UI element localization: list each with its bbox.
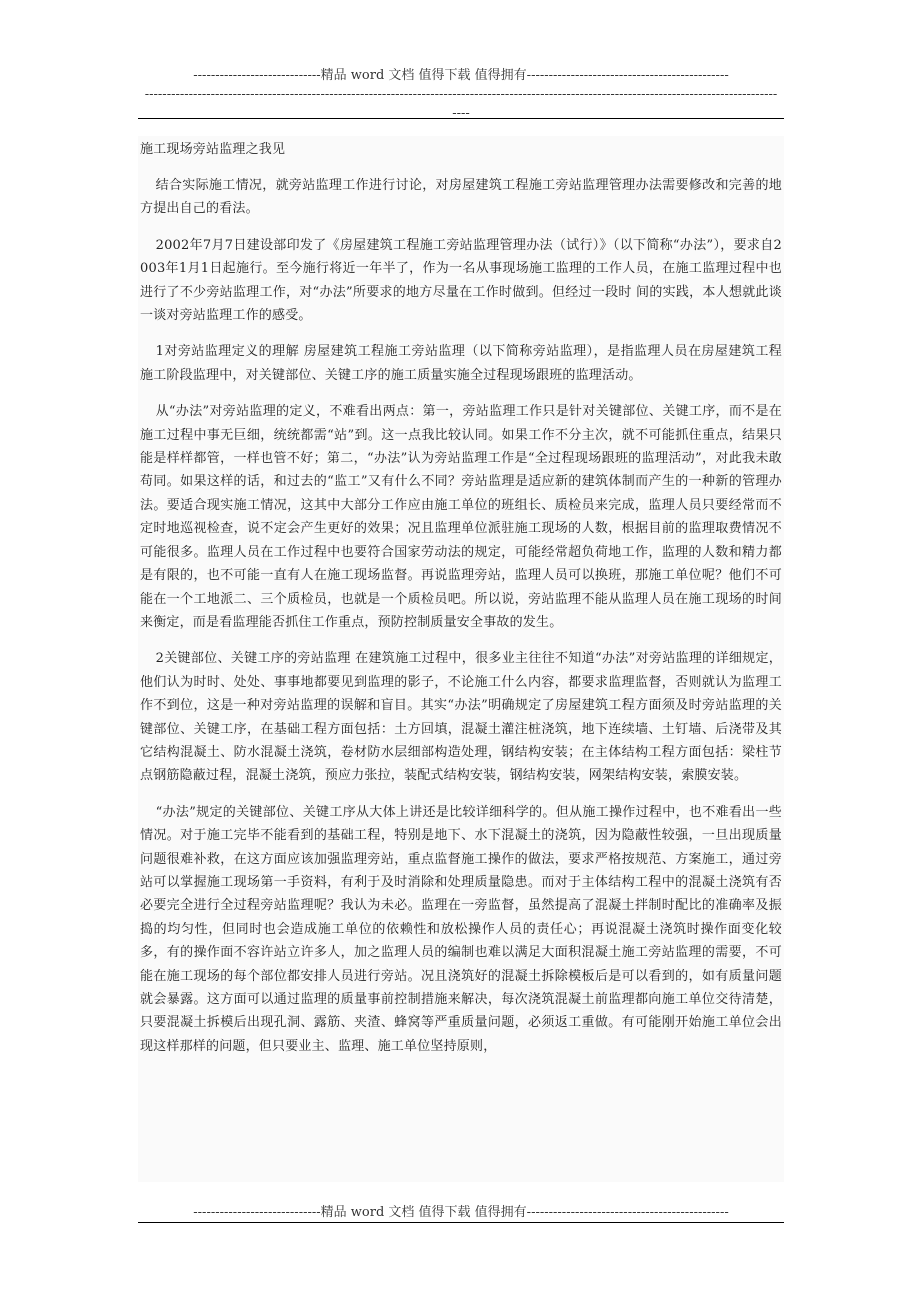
header-line-3: ---- — [452, 106, 470, 121]
paragraph-key-parts-analysis: “办法”规定的关键部位、关键工序从大体上讲还是比较详细科学的。但从施工操作过程中，也不难看出一些情况。对于施工完毕不能看到的基础工程，特别是地下、水下混凝土的浇筑，因为隐蔽性较强，一旦出现质量问题很难补救，在这方面应该加强监理旁站，重点监督施工操作的做法，要求严格按规范、方案施工，通过旁站可以掌握施工现场第一手资料，有利于及时消除和处理质量隐患。而对于主体结构工程中的混凝土浇筑有否必要完全进行全过程旁站监理呢？我认为未必。监理在一旁监督，虽然提高了混凝土拌制时配比的准确率及振捣的均匀性，但同时也会造成施工单位的依赖性和放松操作人员的责任心；再说混凝土浇筑时操作面变化较多，有的操作面不容许站立许多人，加之监理人员的编制也难以满足大面积混凝土施工旁站监理的需要，不可能在施工现场的每个部位都安排人员进行旁站。况且浇筑好的混凝土拆除模板后是可以看到的，如有质量问题就会暴露。这方面可以通过监理的质量事前控制措施来解决，每次浇筑混凝土前监理都向施工单位交待清楚，只要混凝土拆模后出现孔洞、露筋、夹渣、蜂窝等严重质量问题，必须返工重做。有可能刚开始施工单位会出现这样那样的问题，但只要业主、监理、施工单位坚持原则， — [140, 804, 782, 1054]
document-body — [138, 136, 784, 1182]
footer-divider — [138, 1222, 784, 1223]
paragraph-definition-analysis: 从“办法”对旁站监理的定义，不难看出两点：第一，旁站监理工作只是针对关键部位、关键工序，而不是在施工过程中事无巨细，统统都需“站”到。这一点我比较认同。如果工作不分主次，就不可能抓住重点，结果只能是样样都管，一样也管不好；第二，“办法”认为旁站监理工作是“全过程现场跟班的监理活动”，对此我未敢苟同。如果这样的话，和过去的“监工”又有什么不同？旁站监理是适应新的建筑体制而产生的一种新的管理办法。要适合现实施工情况，这其中大部分工作应由施工单位的班组长、质检员来完成，监理人员只要经常而不定时地巡视检查，说不定会产生更好的效果；况且监理单位派驻施工现场的人数，根据目前的监理取费情况不可能很多。监理人员在工作过程中也要符合国家劳动法的规定，可能经常超负荷地工作，监理的人数和精力都是有限的，也不可能一直有人在施工现场监督。再说监理旁站，监理人员可以换班，那施工单位呢？他们不可能在一个工地派二、三个质检员，也就是一个质检员吧。所以说，旁站监理不能从监理人员在施工现场的时间来衡定，而是看监理能否抓住工作重点，预防控制质量安全事故的发生。 — [140, 404, 782, 630]
page-footer: -----------------------------精品 word 文档 值得下载 值得拥有---------------------------------------------- — [193, 1205, 729, 1220]
paragraph-intro: 结合实际施工情况，就旁站监理工作进行讨论，对房屋建筑工程施工旁站监理管理办法需要修改和完善的地方提出自己的看法。 — [140, 178, 782, 217]
paragraph-section-1: 1对旁站监理定义的理解 房屋建筑工程施工旁站监理（以下简称旁站监理），是指监理人员在房屋建筑工程施工阶段监理中，对关键部位、关键工序的施工质量实施全过程现场跟班的监理活动。 — [140, 344, 782, 383]
paragraph-section-2: 2关键部位、关键工序的旁站监理 在建筑施工过程中，很多业主往往不知道“办法”对旁站监理的详细规定， 他们认为时时、处处、事事地都要见到监理的影子，不论施工什么内容，都要求监理监督，否则就认为监理工作不到位，这是一种对旁站监理的误解和盲目。其实“办法”明确规定了房屋建筑工程方面须及时旁站监理的关键部位、关键工序，在基础工程方面包括：土方回填，混凝土灌注桩浇筑，地下连续墙、土钉墙、后浇带及其它结构混凝土、防水混凝土浇筑，卷材防水层细部构造处理，钢结构安装；在主体结构工程方面包括：梁柱节点钢筋隐蔽过程，混凝土浇筑，预应力张拉，装配式结构安装，钢结构安装，网架结构安装，索膜安装。 — [140, 651, 782, 784]
document-title: 施工现场旁站监理之我见 — [140, 142, 286, 157]
header-line-2: ------------------------------------------------------------------------------------------------------------------------------------------------ — [144, 87, 778, 102]
header-line-1: -----------------------------精品 word 文档 值得下载 值得拥有---------------------------------------------- — [193, 68, 729, 83]
header-divider — [138, 118, 784, 119]
page-header — [138, 66, 784, 123]
paragraph-background: 2002年7月7日建设部印发了《房屋建筑工程施工旁站监理管理办法（试行）》（以下简称“办法”），要求自2003年1月1日起施行。至今施行将近一年半了，作为一名从事现场施工监理的工作人员，在施工监理过程中也进行了不少旁站监理工作，对“办法”所要求的地方尽量在工作时做到。但经过一段时 间的实践，本人想就此谈一谈对旁站监理工作的感受。 — [140, 237, 782, 324]
